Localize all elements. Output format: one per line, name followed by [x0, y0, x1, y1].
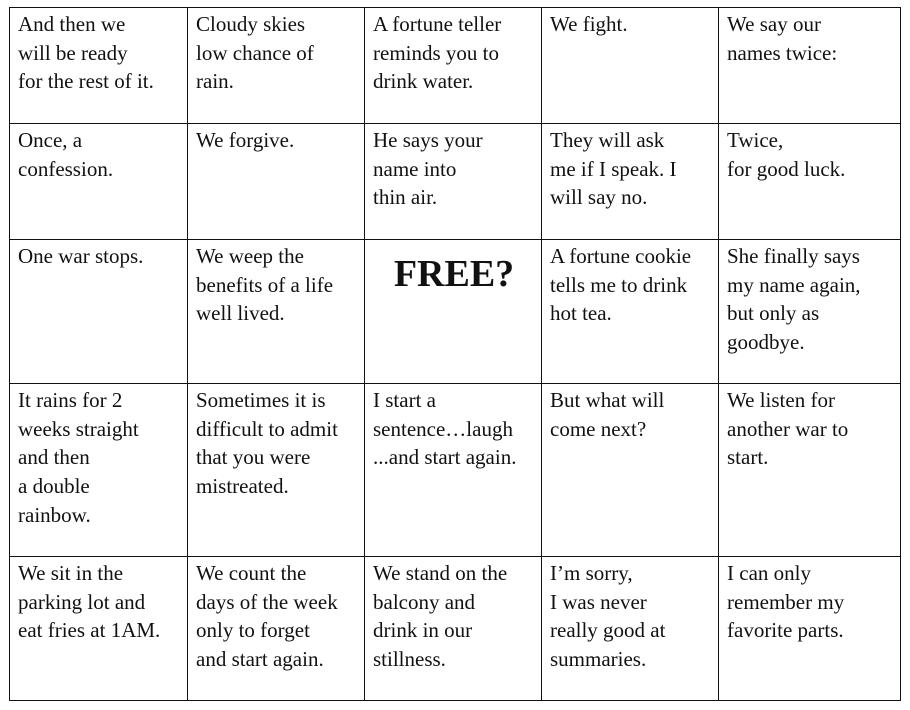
grid-cell-r5c1 [10, 557, 188, 701]
grid-cell-r4c5 [719, 384, 901, 557]
grid-cell-r2c4 [542, 124, 719, 240]
cell-text: Twice, for good luck. [727, 128, 846, 181]
cell-text: One war stops. [18, 244, 144, 268]
cell-text: We count the days of the week only to forget and start again. [196, 561, 338, 672]
cell-text: We fight. [550, 12, 628, 36]
cell-text: We say our names twice: [727, 12, 838, 65]
grid-cell-r4c4 [542, 384, 719, 557]
cell-text: We forgive. [196, 128, 295, 152]
cell-text: She finally says my name again, but only as goodbye. [727, 244, 861, 355]
free-space-label: FREE? [393, 253, 515, 295]
grid-row-5 [10, 557, 901, 701]
cell-text: But what will come next? [550, 388, 665, 441]
grid-cell-r4c1 [10, 384, 188, 557]
grid-cell-r3c4 [542, 240, 719, 384]
cell-text: He says your name into thin air. [373, 128, 483, 210]
bingo-grid [9, 7, 901, 701]
grid-cell-r3c5 [719, 240, 901, 384]
cell-text: A fortune teller reminds you to drink water. [373, 12, 502, 94]
grid-row-3 [10, 240, 901, 384]
grid-cell-r2c1 [10, 124, 188, 240]
grid-cell-r1c4 [542, 8, 719, 124]
cell-text: A fortune cookie tells me to drink hot tea. [550, 244, 692, 326]
grid-cell-r3c1 [10, 240, 188, 384]
cell-text: Once, a confession. [18, 128, 114, 181]
cell-text: I can only remember my favorite parts. [727, 561, 845, 643]
cell-text: We weep the benefits of a life well lived. [196, 244, 334, 326]
cell-text: I start a sentence…laugh ...and start again. [373, 388, 517, 470]
cell-text: I’m sorry, I was never really good at summaries. [550, 561, 666, 672]
grid-cell-r3c2 [188, 240, 365, 384]
cell-text: And then we will be ready for the rest of it. [18, 12, 154, 94]
grid-cell-r1c1 [10, 8, 188, 124]
grid-cell-r4c2 [188, 384, 365, 557]
grid-cell-r1c3 [365, 8, 542, 124]
grid-cell-r5c4 [542, 557, 719, 701]
grid-cell-r2c5 [719, 124, 901, 240]
grid-row-2 [10, 124, 901, 240]
grid-cell-r4c3 [365, 384, 542, 557]
grid-cell-r5c2 [188, 557, 365, 701]
grid-cell-r1c2 [188, 8, 365, 124]
cell-text: Cloudy skies low chance of rain. [196, 12, 314, 94]
cell-text: We listen for another war to start. [727, 388, 849, 470]
grid-cell-r2c2 [188, 124, 365, 240]
grid-cell-r2c3 [365, 124, 542, 240]
free-space-cell [365, 240, 542, 384]
grid-cell-r5c5 [719, 557, 901, 701]
cell-text: They will ask me if I speak. I will say no. [550, 128, 677, 210]
cell-text: Sometimes it is difficult to admit that you were mistreated. [196, 388, 338, 499]
cell-text: We sit in the parking lot and eat fries at 1AM. [18, 561, 161, 643]
cell-text: It rains for 2 weeks straight and then a double rainbow. [18, 388, 139, 527]
grid-row-4 [10, 384, 901, 557]
cell-text: We stand on the balcony and drink in our stillness. [373, 561, 508, 672]
grid-cell-r5c3 [365, 557, 542, 701]
grid-cell-r1c5 [719, 8, 901, 124]
grid-row-1 [10, 8, 901, 124]
